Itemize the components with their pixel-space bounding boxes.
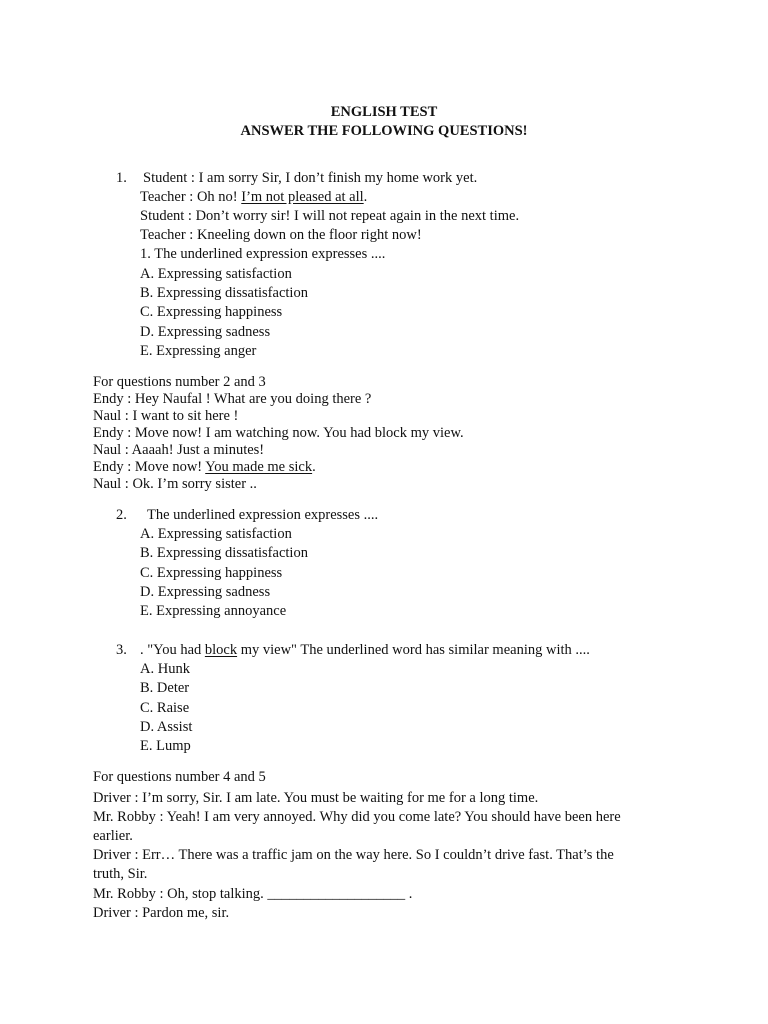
q3-option-a: A. Hunk <box>140 661 190 677</box>
dialog-4-line-1: Driver : I’m sorry, Sir. I am late. You must be waiting for me for a long time. <box>93 790 539 806</box>
dialog-4-line-4: Mr. Robby : Oh, stop talking. ___________________ . <box>93 886 413 902</box>
q3-option-e: E. Lump <box>140 738 191 754</box>
dialog-2-intro: For questions number 2 and 3 <box>93 374 266 390</box>
q2-option-e: E. Expressing annoyance <box>140 603 287 619</box>
dialog-4-line-3b: truth, Sir. <box>93 866 148 882</box>
q1-teacher-punct: . <box>363 189 368 205</box>
q2-option-d: D. Expressing sadness <box>140 584 271 600</box>
q1-option-a: A. Expressing satisfaction <box>140 266 292 282</box>
q2-option-b: B. Expressing dissatisfaction <box>140 545 308 561</box>
q1-teacher-text: Teacher : Oh no! <box>140 189 242 205</box>
q1-teacher-line-1 <box>140 189 367 206</box>
q1-option-d: D. Expressing sadness <box>140 324 271 340</box>
question-2-number: 2. <box>116 507 127 523</box>
test-title: ENGLISH TEST <box>330 104 438 120</box>
dialog-2-line-5-text: Endy : Move now! <box>93 459 206 475</box>
dialog-2-line-5 <box>93 459 316 476</box>
q1-underlined-expression: I’m not pleased at all <box>241 189 364 205</box>
q1-question: 1. The underlined expression expresses .... <box>140 246 386 262</box>
dialog-2-underlined-expression: You made me sick <box>205 459 313 475</box>
q3-option-b: B. Deter <box>140 680 190 696</box>
q1-option-b: B. Expressing dissatisfaction <box>140 285 308 301</box>
dialog-2-line-4: Naul : Aaaah! Just a minutes! <box>93 442 265 458</box>
dialog-4-line-2b: earlier. <box>93 828 133 844</box>
q1-option-c: C. Expressing happiness <box>140 304 283 320</box>
test-subtitle: ANSWER THE FOLLOWING QUESTIONS! <box>240 123 528 139</box>
q3-question <box>140 642 590 659</box>
q1-student-line-1: Student : I am sorry Sir, I don’t finish my home work yet. <box>143 170 478 186</box>
dialog-2-line-2: Naul : I want to sit here ! <box>93 408 239 424</box>
question-1-number: 1. <box>116 170 127 186</box>
q3-option-d: D. Assist <box>140 719 193 735</box>
q2-question: The underlined expression expresses .... <box>147 507 379 523</box>
dialog-2-line-6: Naul : Ok. I’m sorry sister .. <box>93 476 257 492</box>
dialog-4-line-5: Driver : Pardon me, sir. <box>93 905 230 921</box>
q1-option-e: E. Expressing anger <box>140 343 257 359</box>
dialog-2-line-1: Endy : Hey Naufal ! What are you doing there ? <box>93 391 372 407</box>
dialog-2-line-3: Endy : Move now! I am watching now. You had block my view. <box>93 425 464 441</box>
q2-option-c: C. Expressing happiness <box>140 565 283 581</box>
q2-option-a: A. Expressing satisfaction <box>140 526 292 542</box>
q1-student-line-2: Student : Don’t worry sir! I will not repeat again in the next time. <box>140 208 520 224</box>
q3-option-c: C. Raise <box>140 700 190 716</box>
q3-question-start: . "You had <box>140 642 205 658</box>
q3-question-end: my view" The underlined word has similar meaning with .... <box>237 642 590 658</box>
dialog-2-line-5-punct: . <box>312 459 316 475</box>
question-3-number: 3. <box>116 642 127 658</box>
q3-underlined-word: block <box>204 642 238 658</box>
dialog-4-line-2a: Mr. Robby : Yeah! I am very annoyed. Why did you come late? You should have been here <box>93 809 621 825</box>
dialog-4-line-3a: Driver : Err… There was a traffic jam on the way here. So I couldn’t drive fast. That’s the <box>93 847 614 863</box>
q1-teacher-line-2: Teacher : Kneeling down on the floor right now! <box>140 227 422 243</box>
dialog-4-intro: For questions number 4 and 5 <box>93 769 266 785</box>
